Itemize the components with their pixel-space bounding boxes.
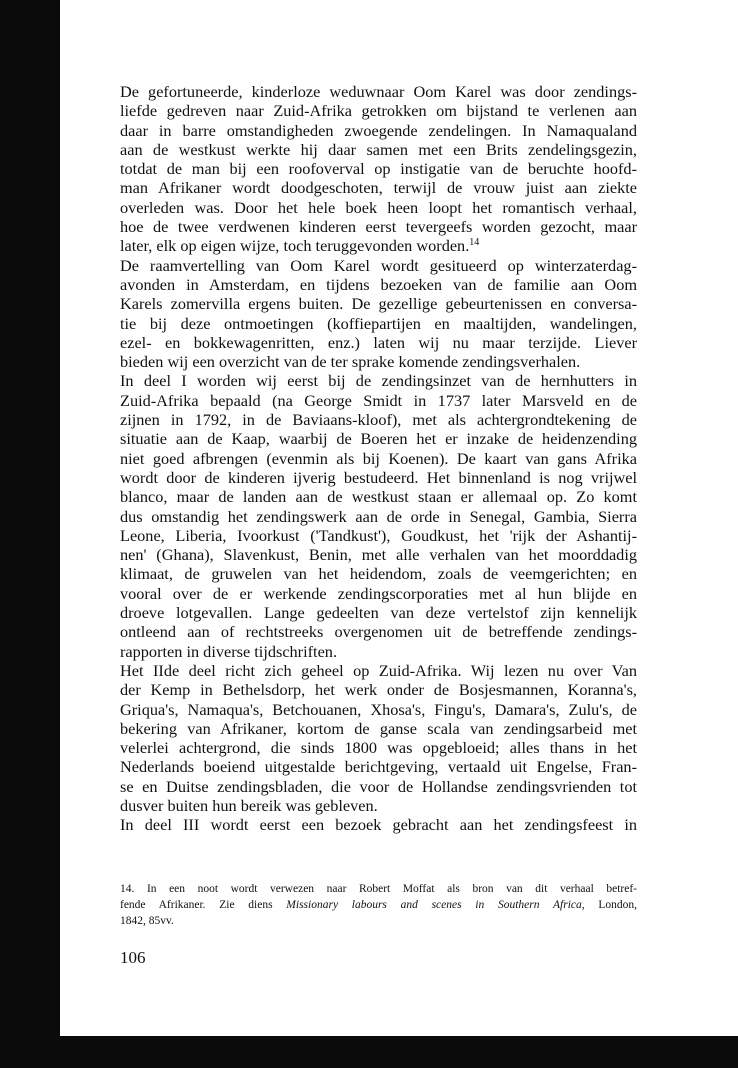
- paragraph-2: [120, 256, 637, 372]
- footnote-text: London,: [584, 899, 637, 911]
- text-line: De gefortuneerde, kinderloze weduwnaar Oom Karel was door zendings-: [120, 82, 637, 101]
- text-line: Griqua's, Namaqua's, Betchouanen, Xhosa's, Fingu's, Damara's, Zulu's, de: [120, 699, 637, 719]
- footnote-reference[interactable]: 14: [469, 237, 480, 249]
- text-line: overleden was. Door het hele boek heen loopt het romantisch verhaal,: [120, 197, 637, 217]
- footnote-line: [120, 897, 637, 913]
- text-line: Karels zomervilla ergens buiten. De gezellige gebeurtenissen en conversa-: [120, 294, 637, 314]
- text-line: daar in barre omstandigheden zwoegende zendelingen. In Namaqualand: [120, 120, 637, 140]
- text-line: hoe de twee verdwenen kinderen eerst tevergeefs worden gezocht, maar: [120, 217, 637, 237]
- text-line: tie bij deze ontmoetingen (koffiepartijen en maaltijden, wandelingen,: [120, 313, 637, 333]
- text-line: bekering van Afrikaner, kortom de ganse scala van zendingsarbeid met: [120, 718, 637, 738]
- text-line: droeve lotgevallen. Lange gedeelten van deze vertelstof zijn kennelijk: [120, 603, 637, 623]
- footnote-text: In een noot wordt verwezen naar Robert Moffat als bron van dit verhaal betref-: [146, 883, 637, 895]
- text-line: nen' (Ghana), Slavenkust, Benin, met alle verhalen van het moorddadig: [120, 545, 637, 565]
- page-number: 106: [120, 948, 146, 967]
- paragraph-4: [120, 661, 637, 815]
- page-body: [120, 82, 637, 835]
- text-line: se en Duitse zendingsbladen, die voor de Hollandse zendingsvrienden tot: [120, 776, 637, 796]
- text-line: dusver buiten hun bereik was gebleven.: [120, 795, 378, 815]
- text-line: velerlei achtergrond, die sinds 1800 was opgebloeid; alles thans in het: [120, 738, 637, 758]
- text-line: man Afrikaner wordt doodgeschoten, terwijl de vrouw juist aan ziekte: [120, 178, 637, 198]
- text-line: [120, 236, 637, 255]
- text-line-content: later, elk op eigen wijze, toch teruggevonden worden.: [120, 236, 470, 256]
- scan-border-left: [0, 0, 60, 1068]
- text-line: niet goed afbrengen (evenmin als bij Koenen). De kaart van gans Afrika: [120, 448, 637, 468]
- text-line: situatie aan de Kaap, waarbij de Boeren het er inzake de heidenzending: [120, 429, 637, 449]
- text-line: rapporten in diverse tijdschriften.: [120, 641, 338, 661]
- text-line: De raamvertelling van Oom Karel wordt gesitueerd op winterzaterdag-: [120, 255, 637, 275]
- text-line: Het IIde deel richt zich geheel op Zuid-Afrika. Wij lezen nu over Van: [120, 660, 637, 680]
- text-line: avonden in Amsterdam, en tijdens bezoeken van de familie aan Oom: [120, 274, 637, 294]
- text-line: der Kemp in Bethelsdorp, het werk onder de Bosjesmannen, Koranna's,: [120, 680, 637, 700]
- text-line: bieden wij een overzicht van de ter sprake komende zendingsverhalen.: [120, 352, 581, 372]
- text-line: totdat de man bij een roofoverval op instigatie van de beruchte hoofd-: [120, 159, 637, 179]
- footnote-line: 1842, 85vv.: [120, 915, 174, 927]
- text-line: vooral over de er werkende zendingscorporaties met al hun blijde en: [120, 583, 637, 603]
- footnote: [120, 881, 637, 929]
- footnote-number: 14.: [120, 883, 135, 895]
- scan-border-bottom: [0, 1036, 738, 1068]
- text-line: ontleend aan of rechtstreeks overgenomen uit de betreffende zendings-: [120, 622, 637, 642]
- text-line: In deel III wordt eerst een bezoek gebracht aan het zendingsfeest in: [120, 815, 637, 835]
- paragraph-1: [120, 82, 637, 256]
- text-line: klimaat, de gruwelen van het heidendom, zoals de veemgerichten; en: [120, 564, 637, 584]
- text-line: blanco, maar de landen aan de westkust staan er allemaal op. Zo komt: [120, 487, 637, 507]
- text-line: ezel- en bokkewagenritten, enz.) laten wij nu maar terzijde. Liever: [120, 332, 637, 352]
- text-line: Nederlands boeiend uitgestalde berichtgeving, vertaald uit Engelse, Fran-: [120, 757, 637, 777]
- text-line: zijnen in 1792, in de Baviaans-kloof), met als achtergrondtekening de: [120, 410, 637, 430]
- text-line: Zuid-Afrika bepaald (na George Smidt in 1737 later Marsveld en de: [120, 390, 637, 410]
- text-line: In deel I worden wij eerst bij de zendingsinzet van de hernhutters in: [120, 371, 637, 391]
- text-line: wordt door de kinderen ijverig bestudeerd. Het binnenland is nog vrijwel: [120, 467, 637, 487]
- paragraph-3: [120, 371, 637, 660]
- book-title: Missionary labours and scenes in Southern Africa,: [286, 899, 585, 911]
- footnote-text: fende Afrikaner. Zie diens: [120, 899, 287, 911]
- text-line: aan de westkust werkte hij daar samen met een Brits zendelingsgezin,: [120, 139, 637, 159]
- text-line: Leone, Liberia, Ivoorkust ('Tandkust'), Goudkust, het 'rijk der Ashantij-: [120, 525, 637, 545]
- text-line: dus omstandig het zendingswerk aan de orde in Senegal, Gambia, Sierra: [120, 506, 637, 526]
- paragraph-5: [120, 815, 637, 834]
- footnote-line: [120, 881, 637, 897]
- text-line: liefde gedreven naar Zuid-Afrika getrokken om bijstand te verlenen aan: [120, 101, 637, 121]
